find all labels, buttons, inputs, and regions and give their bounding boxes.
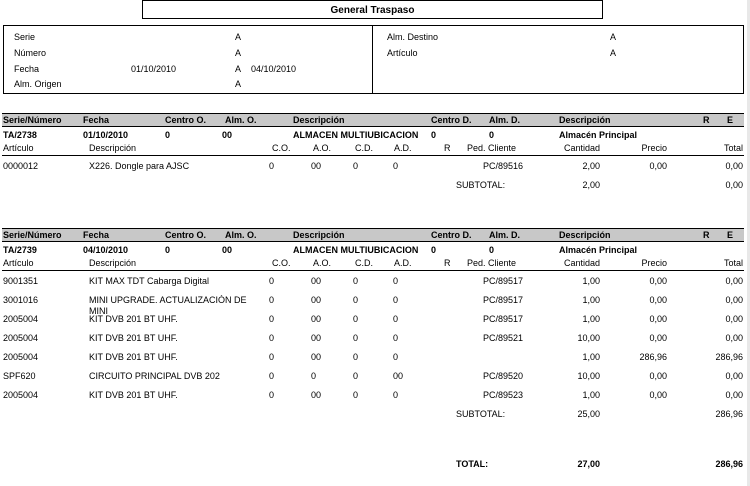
- table-row: [0, 390, 750, 402]
- filter-fecha-to: 04/10/2010: [251, 64, 297, 74]
- cell-co: 0: [269, 295, 275, 305]
- subtotal-total: 0,00: [725, 180, 743, 190]
- cell-precio: 0,00: [649, 276, 667, 286]
- grand-total-cantidad: 27,00: [577, 459, 600, 469]
- filter-alm-destino-value: A: [610, 32, 617, 42]
- subtotal-cantidad: 25,00: [577, 409, 600, 419]
- cell-precio: 0,00: [649, 161, 667, 171]
- cell-ao: 00: [311, 390, 322, 400]
- filter-fecha-label: Fecha: [14, 64, 40, 74]
- table-row: [0, 314, 750, 326]
- cell-ao: 00: [311, 352, 322, 362]
- cell-cd: 0: [353, 314, 359, 324]
- cell-co: 0: [269, 161, 275, 171]
- cell-ao: 00: [311, 276, 322, 286]
- cell-descripcion: KIT DVB 201 BT UHF.: [89, 333, 178, 343]
- cell-descripcion: KIT DVB 201 BT UHF.: [89, 390, 178, 400]
- col-r: R: [444, 258, 451, 268]
- cell-ped-cliente: PC/89517: [483, 314, 524, 324]
- table-row: [0, 371, 750, 383]
- cell-total: 0,00: [725, 276, 743, 286]
- cell-precio: 0,00: [649, 314, 667, 324]
- cell-ad: 0: [393, 295, 399, 305]
- document-header-bar: [2, 228, 744, 242]
- cell-co: 0: [269, 371, 275, 381]
- column-header-row: [0, 143, 750, 155]
- cell-precio: 0,00: [649, 333, 667, 343]
- cell-cd: 0: [353, 390, 359, 400]
- col-ad: A.D.: [394, 258, 412, 268]
- col-ao: A.O.: [313, 143, 332, 153]
- grand-total-label: TOTAL:: [456, 459, 489, 469]
- cell-articulo: 2005004: [3, 333, 39, 343]
- cell-ped-cliente: PC/89521: [483, 333, 524, 343]
- subtotal-row: [0, 180, 750, 192]
- cell-ao: 00: [311, 314, 322, 324]
- cell-cantidad: 1,00: [582, 352, 600, 362]
- hdr-serie-numero: Serie/Número: [3, 115, 62, 125]
- doc-centro-o: 0: [165, 130, 171, 140]
- filter-fecha-mid: A: [235, 64, 242, 74]
- filter-alm-origen-value: A: [235, 79, 242, 89]
- doc-descripcion: ALMACEN MULTIUBICACION: [293, 245, 419, 255]
- col-total: Total: [723, 258, 743, 268]
- col-cantidad: Cantidad: [563, 143, 600, 153]
- cell-total: 0,00: [725, 314, 743, 324]
- col-cantidad: Cantidad: [563, 258, 600, 268]
- cell-co: 0: [269, 333, 275, 343]
- subtotal-label: SUBTOTAL:: [456, 180, 506, 190]
- cell-descripcion: MINI UPGRADE. ACTUALIZACIÓN DE MINI: [89, 295, 247, 316]
- col-ped-cliente: Ped. Cliente: [467, 258, 517, 268]
- cell-ad: 0: [393, 276, 399, 286]
- hdr-descripcion2: Descripción: [559, 230, 611, 240]
- col-ped-cliente: Ped. Cliente: [467, 143, 517, 153]
- cell-articulo: 9001351: [3, 276, 39, 286]
- document-row: [0, 130, 750, 142]
- cell-cd: 0: [353, 371, 359, 381]
- filter-articulo-value: A: [610, 48, 617, 58]
- hdr-descripcion: Descripción: [293, 115, 345, 125]
- col-articulo: Artículo: [3, 143, 34, 153]
- col-cd: C.D.: [355, 258, 373, 268]
- col-descripcion: Descripción: [89, 143, 137, 153]
- hdr-e: E: [727, 115, 734, 125]
- cell-ad: 0: [393, 161, 399, 171]
- hdr-fecha: Fecha: [83, 115, 110, 125]
- subtotal-total: 286,96: [715, 409, 743, 419]
- filter-alm-origen-label: Alm. Origen: [14, 79, 62, 89]
- cell-articulo: SPF620: [3, 371, 36, 381]
- hdr-centro-d: Centro D.: [431, 115, 472, 125]
- cell-articulo: 0000012: [3, 161, 39, 171]
- cell-total: 0,00: [725, 295, 743, 305]
- doc-centro-d: 0: [431, 130, 437, 140]
- column-header-underline: [2, 270, 744, 271]
- filter-numero-label: Número: [14, 48, 47, 58]
- filter-serie-value: A: [235, 32, 242, 42]
- hdr-serie-numero: Serie/Número: [3, 230, 62, 240]
- cell-total: 0,00: [725, 333, 743, 343]
- cell-cd: 0: [353, 333, 359, 343]
- cell-co: 0: [269, 276, 275, 286]
- filter-serie-label: Serie: [14, 32, 36, 42]
- col-articulo: Artículo: [3, 258, 34, 268]
- hdr-r: R: [703, 115, 710, 125]
- doc-serie-numero: TA/2738: [3, 130, 37, 140]
- col-precio: Precio: [641, 143, 667, 153]
- cell-cd: 0: [353, 276, 359, 286]
- doc-alm-o: 00: [222, 245, 233, 255]
- doc-fecha: 01/10/2010: [83, 130, 129, 140]
- cell-cd: 0: [353, 295, 359, 305]
- filter-fecha-from: 01/10/2010: [131, 64, 177, 74]
- col-r: R: [444, 143, 451, 153]
- filter-articulo-label: Artículo: [387, 48, 418, 58]
- cell-ped-cliente: PC/89517: [483, 276, 524, 286]
- cell-precio: 286,96: [639, 352, 667, 362]
- table-row: [0, 161, 750, 173]
- cell-ao: 00: [311, 333, 322, 343]
- table-row: [0, 276, 750, 288]
- cell-ped-cliente: PC/89520: [483, 371, 524, 381]
- document-header-bar: [2, 113, 744, 127]
- cell-co: 0: [269, 390, 275, 400]
- cell-co: 0: [269, 314, 275, 324]
- doc-alm-d: 0: [489, 130, 495, 140]
- col-co: C.O.: [272, 258, 291, 268]
- doc-alm-o: 00: [222, 130, 233, 140]
- cell-precio: 0,00: [649, 371, 667, 381]
- filter-divider: [372, 26, 373, 93]
- col-ao: A.O.: [313, 258, 332, 268]
- cell-co: 0: [269, 352, 275, 362]
- cell-ao: 00: [311, 295, 322, 305]
- doc-descripcion: ALMACEN MULTIUBICACION: [293, 130, 419, 140]
- hdr-r: R: [703, 230, 710, 240]
- cell-ao: 0: [311, 371, 317, 381]
- cell-ad: 00: [393, 371, 404, 381]
- table-row: [0, 295, 750, 316]
- cell-descripcion: X226. Dongle para AJSC: [89, 161, 190, 171]
- table-row: [0, 352, 750, 364]
- cell-total: 286,96: [715, 352, 743, 362]
- cell-descripcion: CIRCUITO PRINCIPAL DVB 202: [89, 371, 220, 381]
- cell-cantidad: 1,00: [582, 295, 600, 305]
- cell-cantidad: 2,00: [582, 161, 600, 171]
- hdr-centro-o: Centro O.: [165, 230, 207, 240]
- doc-alm-d: 0: [489, 245, 495, 255]
- hdr-descripcion2: Descripción: [559, 115, 611, 125]
- cell-total: 0,00: [725, 371, 743, 381]
- cell-cantidad: 1,00: [582, 276, 600, 286]
- cell-total: 0,00: [725, 390, 743, 400]
- cell-ad: 0: [393, 390, 399, 400]
- cell-cd: 0: [353, 161, 359, 171]
- cell-articulo: 2005004: [3, 352, 39, 362]
- cell-ped-cliente: PC/89516: [483, 161, 524, 171]
- doc-fecha: 04/10/2010: [83, 245, 129, 255]
- col-descripcion: Descripción: [89, 258, 137, 268]
- doc-centro-d: 0: [431, 245, 437, 255]
- subtotal-cantidad: 2,00: [582, 180, 600, 190]
- doc-centro-o: 0: [165, 245, 171, 255]
- cell-articulo: 2005004: [3, 390, 39, 400]
- column-header-row: [0, 258, 750, 270]
- hdr-alm-d: Alm. D.: [489, 115, 521, 125]
- cell-ad: 0: [393, 333, 399, 343]
- cell-descripcion: KIT MAX TDT Cabarga Digital: [89, 276, 210, 286]
- cell-cantidad: 10,00: [577, 371, 600, 381]
- hdr-alm-o: Alm. O.: [225, 230, 257, 240]
- cell-ped-cliente: PC/89523: [483, 390, 524, 400]
- col-precio: Precio: [641, 258, 667, 268]
- col-ad: A.D.: [394, 143, 412, 153]
- table-row: [0, 333, 750, 345]
- filter-numero-value: A: [235, 48, 242, 58]
- hdr-descripcion: Descripción: [293, 230, 345, 240]
- col-total: Total: [723, 143, 743, 153]
- cell-precio: 0,00: [649, 390, 667, 400]
- cell-ped-cliente: PC/89517: [483, 295, 524, 305]
- cell-ad: 0: [393, 352, 399, 362]
- hdr-centro-o: Centro O.: [165, 115, 207, 125]
- doc-descripcion2: Almacén Principal: [559, 130, 638, 140]
- cell-cantidad: 1,00: [582, 390, 600, 400]
- cell-articulo: 2005004: [3, 314, 39, 324]
- cell-total: 0,00: [725, 161, 743, 171]
- hdr-alm-o: Alm. O.: [225, 115, 257, 125]
- col-co: C.O.: [272, 143, 291, 153]
- cell-cd: 0: [353, 352, 359, 362]
- filter-alm-destino-label: Alm. Destino: [387, 32, 439, 42]
- report-title: General Traspaso: [142, 0, 603, 19]
- hdr-alm-d: Alm. D.: [489, 230, 521, 240]
- hdr-fecha: Fecha: [83, 230, 110, 240]
- grand-total-total: 286,96: [715, 459, 743, 469]
- cell-ao: 00: [311, 161, 322, 171]
- column-header-underline: [2, 155, 744, 156]
- cell-descripcion: KIT DVB 201 BT UHF.: [89, 352, 178, 362]
- cell-ad: 0: [393, 314, 399, 324]
- document-row: [0, 245, 750, 257]
- filter-panel: [3, 25, 744, 94]
- doc-descripcion2: Almacén Principal: [559, 245, 638, 255]
- doc-serie-numero: TA/2739: [3, 245, 37, 255]
- cell-descripcion: KIT DVB 201 BT UHF.: [89, 314, 178, 324]
- cell-precio: 0,00: [649, 295, 667, 305]
- subtotal-label: SUBTOTAL:: [456, 409, 506, 419]
- subtotal-row: [0, 409, 750, 421]
- cell-articulo: 3001016: [3, 295, 39, 305]
- hdr-e: E: [727, 230, 734, 240]
- col-cd: C.D.: [355, 143, 373, 153]
- cell-cantidad: 10,00: [577, 333, 600, 343]
- hdr-centro-d: Centro D.: [431, 230, 472, 240]
- cell-cantidad: 1,00: [582, 314, 600, 324]
